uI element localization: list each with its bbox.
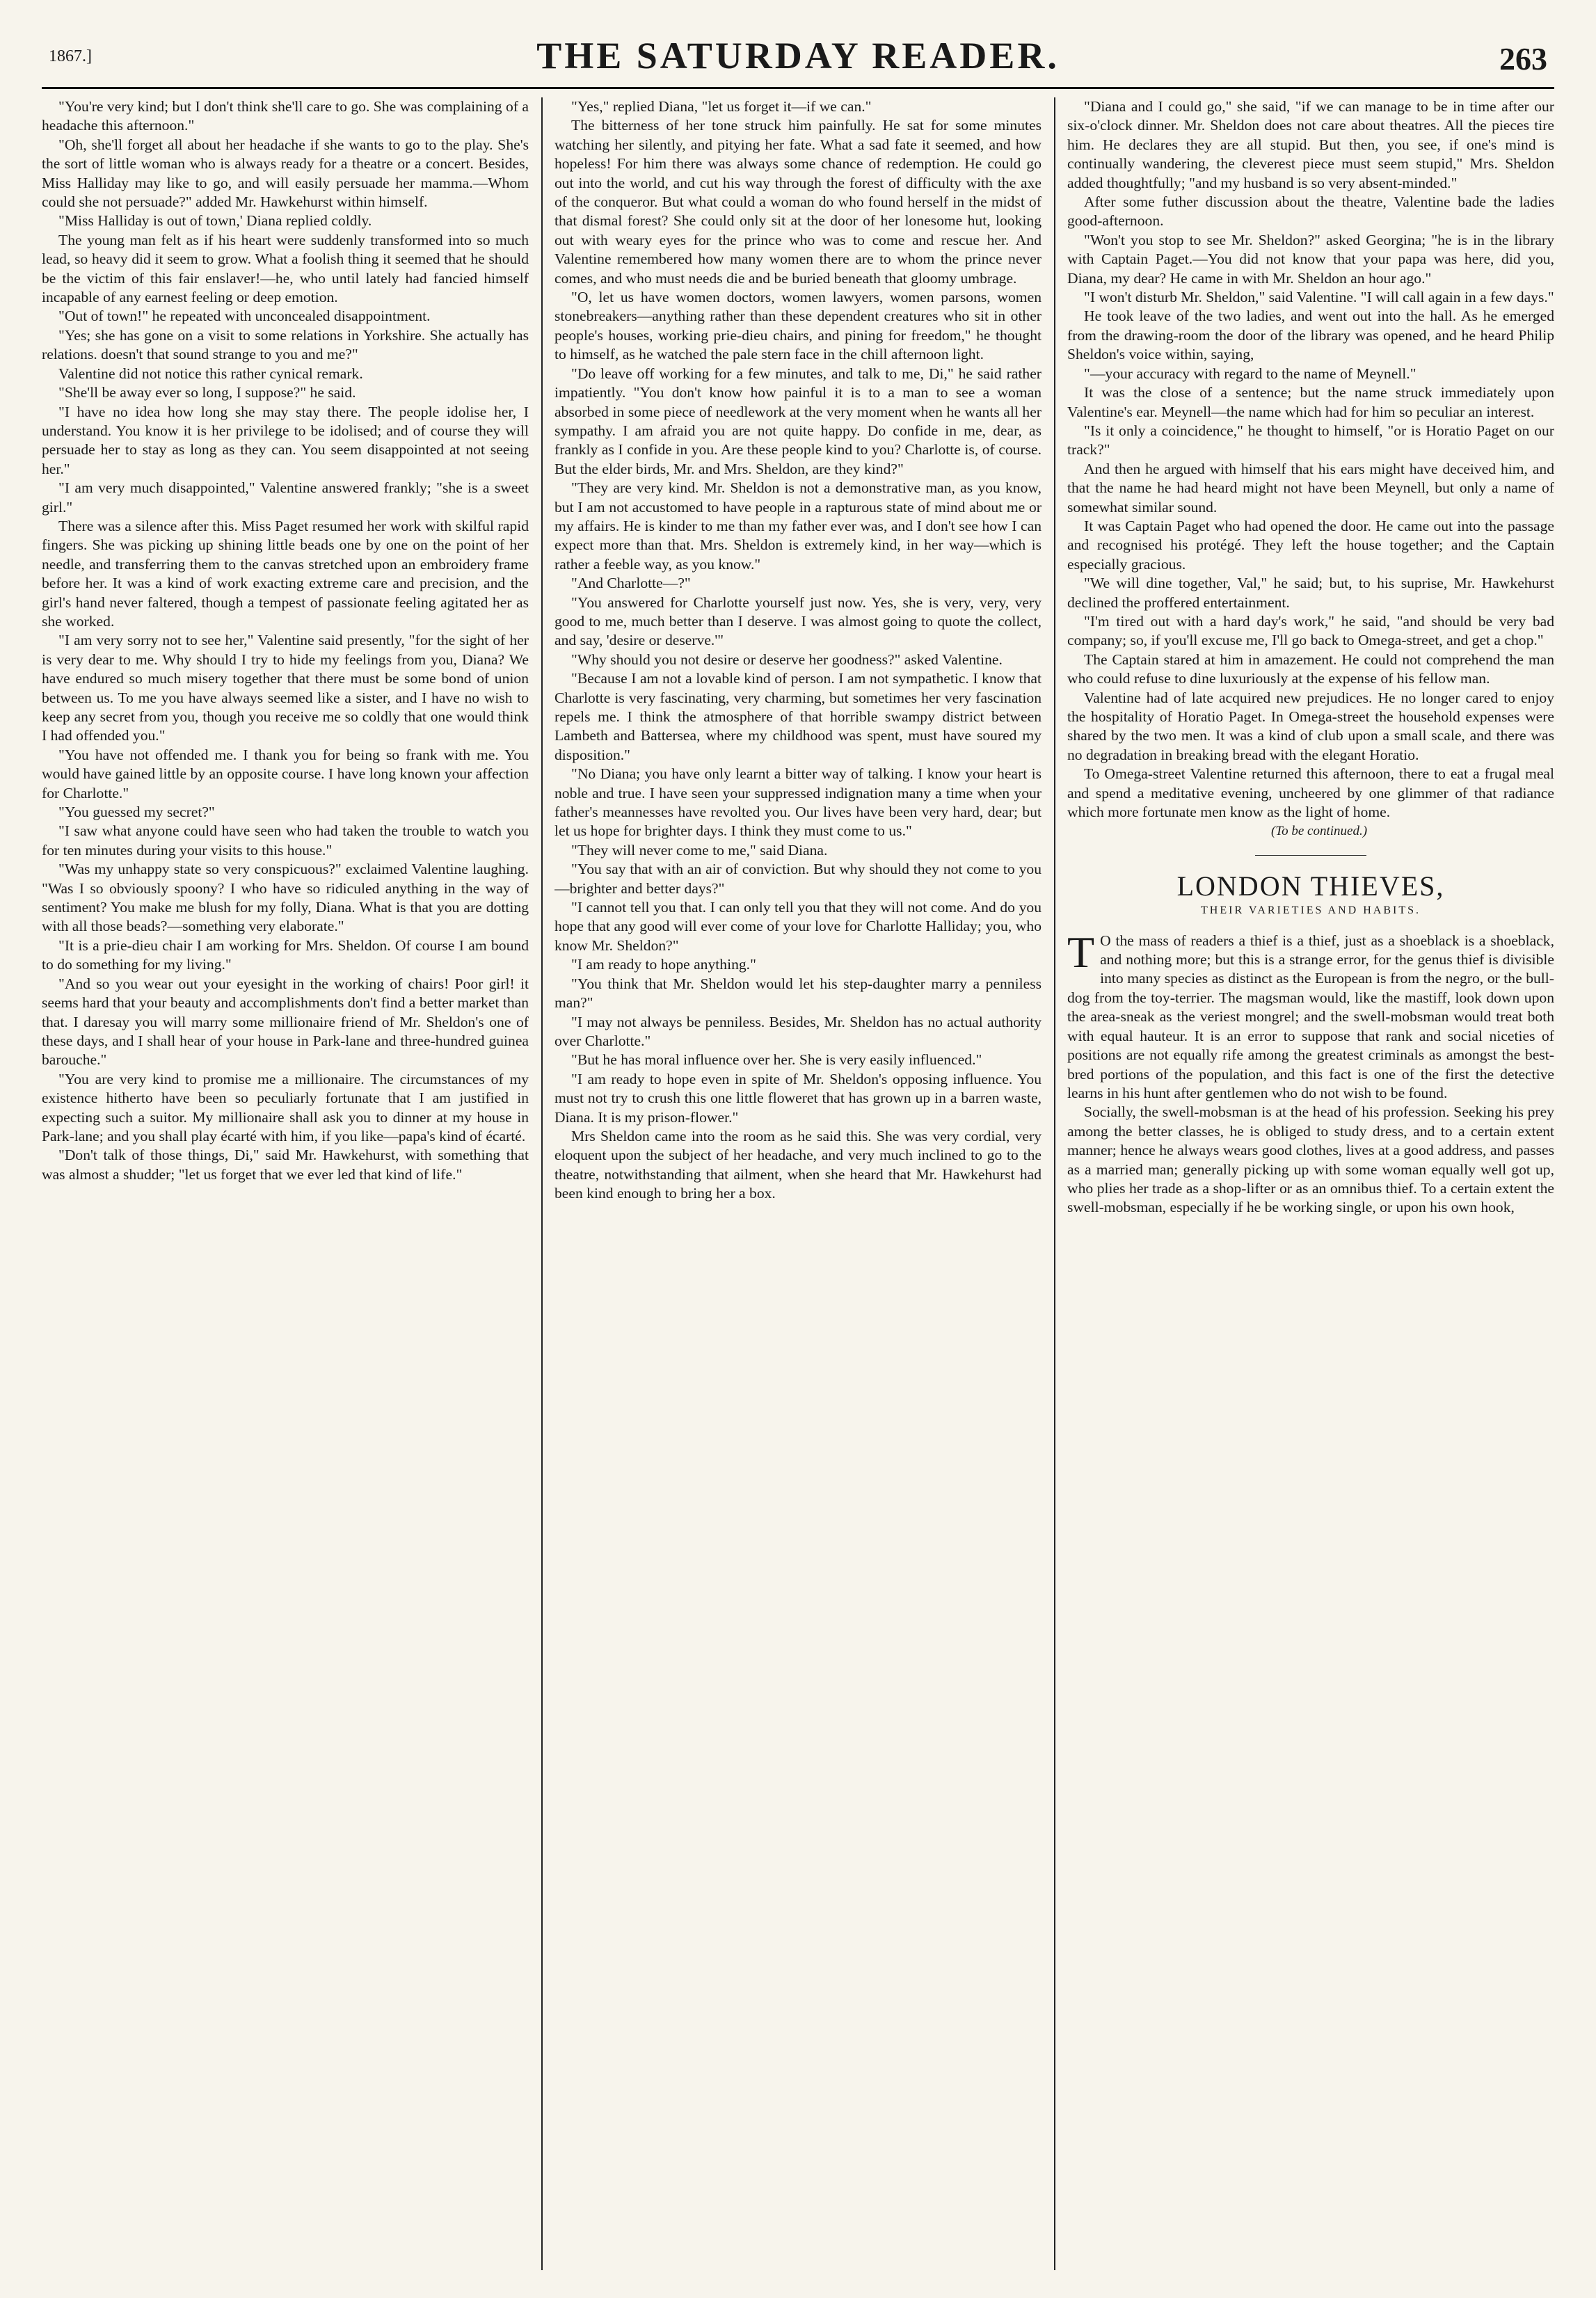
paragraph: "O, let us have women doctors, women lawyers, women parsons, women stonebreakers—anything rather than these dependent creatures who sit in other people's houses, working prie-dieu chairs, and pining for freedom," he thought to himself, as he watched the pale stern face in the chill afternoon light. <box>554 289 1042 363</box>
paragraph: It was Captain Paget who had opened the door. He came out into the passage and recognised his protégé. They left the house together; and the Captain especially gracious. <box>1067 517 1554 573</box>
paragraph: "I am ready to hope anything." <box>571 956 756 973</box>
column-2 <box>554 97 1042 2270</box>
paragraph: The Captain stared at him in amazement. He could not comprehend the man who could refuse to dine luxuriously at the expense of his fellow man. <box>1067 651 1554 687</box>
paragraph: "You have not offended me. I thank you for being so frank with me. You would have gained little by an opposite course. I have long known your affection for Charlotte." <box>42 746 529 801</box>
article-paragraph-text: O the mass of readers a thief is a thief, just as a shoeblack is a shoeblack, and nothing more; but this is a strange error, for the genus thief is divisible into many species as distinct as the European is from the negro, or the bull-dog from the toy-terrier. The magsman would, like the mastiff, look down upon the area-sneak as the veriest mongrel; and the swell-mobsman would treat both with equal hauteur. It is an error to suppose that rank and social niceties of positions are not equally rife among the greatest criminals as amongst the best-bred portions of the population, and this fact is one of the first the detective learns in his hunt after gentlemen who do not wish to be found. <box>1067 932 1554 1101</box>
paragraph: "I won't disturb Mr. Sheldon," said Valentine. "I will call again in a few days." <box>1084 289 1554 306</box>
paragraph: "I'm tired out with a hard day's work," he said, "and should be very bad company; so, if you'll excuse me, I'll go back to Omega-street, and get a chop." <box>1067 612 1554 649</box>
paragraph: "And so you wear out your eyesight in the working of chairs! Poor girl! it seems hard that your beauty and accomplishments don't find a better market than that. I daresay you will marry some millionaire friend of Mr. Sheldon's one of these days, and I shall hear of your house in Park-lane and three-hundred guinea barouche." <box>42 975 529 1069</box>
column-3 <box>1067 97 1554 2270</box>
paragraph: "Because I am not a lovable kind of person. I am not sympathetic. I know that Charlotte is very fascinating, very charming, but sometimes her very fascination repels me. I think the atmosphere of that horrible swampy district between Lambeth and Battersea, where my childhood was spent, must have soured my disposition." <box>554 670 1042 763</box>
header-rule <box>42 87 1554 89</box>
paragraph: "Yes," replied Diana, "let us forget it—if we can." <box>571 98 872 115</box>
paragraph: The bitterness of her tone struck him painfully. He sat for some minutes watching her silently, and pitying her fate. What a sad fate it seemed, and how hopeless! For him there was always some chance of redemption. He could go out into the world, and cut his way through the forest of difficulty with the axe of the conqueror. But what could a woman do who found herself in the midst of that dismal forest? She could only sit at the door of her lonesome hut, looking out with weary eyes for the prince who was to come and rescue her. And Valentine remembered how many women there are to whom the prince never comes, and who must needs die and be buried beneath that gloomy umbrage. <box>554 117 1042 287</box>
paragraph: "You answered for Charlotte yourself just now. Yes, she is very, very, very good to me, much better than I deserve. I was almost going to quote the collect, and say, 'desire or deserve.'" <box>554 593 1042 649</box>
drop-cap: T <box>1067 927 1095 977</box>
to-be-continued: (To be continued.) <box>1270 824 1368 839</box>
column-divider <box>541 97 543 2270</box>
paragraph: Valentine did not notice this rather cynical remark. <box>58 365 363 382</box>
paragraph: "I am ready to hope even in spite of Mr. Sheldon's opposing influence. You must not try to crush this one little floweret that has grown up in a barren waste, Diana. It is my prison-flower." <box>554 1070 1042 1126</box>
paragraph: There was a silence after this. Miss Paget resumed her work with skilful rapid fingers. She was picking up shining little beads one by one on the point of her needle, and transferring them to the canvas stretched upon an embroidery frame before her. It was a kind of work exacting extreme care and precision, and the girl's hand never faltered, though a tempest of passionate feeling agitated her as she worked. <box>42 517 529 630</box>
paragraph: "I have no idea how long she may stay there. The people idolise her, I understand. You know it is her privilege to be idolised; and of course they will persuade her to stay as long as they can. You seem disappointed at not seeing her." <box>42 403 529 477</box>
paragraph: "Was my unhappy state so very conspicuous?" exclaimed Valentine laughing. "Was I so obviously spoony? I who have so ridiculed anything in the way of sentiment? You make me blush for my folly, Diana. What is that you are dotting with all those beads?—something very elaborate." <box>42 861 529 935</box>
section-separator <box>1255 855 1366 856</box>
paragraph: "I cannot tell you that. I can only tell you that they will not come. And do you hope that any good will ever come of your love for Charlotte Halliday; you, who know Mr. Sheldon?" <box>554 899 1042 954</box>
issue-year: 1867.] <box>49 47 92 65</box>
paragraph: "She'll be away ever so long, I suppose?" he said. <box>58 384 356 401</box>
paragraph: He took leave of the two ladies, and went out into the hall. As he emerged from the drawing-room the door of the library was opened, and he heard Philip Sheldon's voice within, saying, <box>1067 308 1554 363</box>
article-title: LONDON THIEVES, <box>1176 870 1445 902</box>
paragraph: "—your accuracy with regard to the name of Meynell." <box>1084 365 1417 382</box>
paragraph: "No Diana; you have only learnt a bitter way of talking. I know your heart is noble and true. I have seen your suppressed indignation many a time when your father's meannesses have revolted you. Our lives have been very hard, dear; but let us hope for brighter days. I think they must come to us." <box>554 765 1042 840</box>
paragraph: "Diana and I could go," she said, "if we can manage to be in time after our six-o'clock dinner. Mr. Sheldon does not care about theatres. All the pieces tire him. He declares they are all stupid. But then, you see, if one's mind is continually wandering, the cleverest piece must seem stupid," Mrs. Sheldon added thoughtfully; "and my husband is so very absent-minded." <box>1067 98 1554 191</box>
paragraph: "Oh, she'll forget all about her headache if she wants to go to the play. She's the sort of little woman who is always ready for a theatre or a concert. Besides, Miss Halliday may like to go, and will easily persuade her mamma.—Whom could she not persuade?" added Mr. Hawkehurst within himself. <box>42 136 529 211</box>
paragraph: "It is a prie-dieu chair I am working for Mrs. Sheldon. Of course I am bound to do something for my living." <box>42 936 529 973</box>
publication-title: THE SATURDAY READER. <box>536 35 1060 77</box>
paragraph: To Omega-street Valentine returned this afternoon, there to eat a frugal meal and spend a meditative evening, uncheered by one glimmer of that radiance which more fortunate men know as the light of home. <box>1067 765 1554 821</box>
paragraph: It was the close of a sentence; but the name struck immediately upon Valentine's ear. Meynell—the name which had for him so peculiar an interest. <box>1067 384 1554 420</box>
paragraph: "You're very kind; but I don't think she'll care to go. She was complaining of a headache this afternoon." <box>42 98 529 134</box>
masthead <box>42 28 1554 83</box>
paragraph: "You guessed my secret?" <box>58 804 215 821</box>
column-3-story <box>1067 97 1554 822</box>
paragraph: "You are very kind to promise me a millionaire. The circumstances of my existence hitherto have been so peculiarly fortunate that I am justified in expecting such a suitor. My millionaire shall ask you to dinner at my house in Park-lane; and you shall play écarté with him, if you like—papa's kind of écarté. <box>42 1070 529 1144</box>
paragraph: "Out of town!" he repeated with unconcealed disappointment. <box>58 308 431 325</box>
paragraph: "I am very much disappointed," Valentine answered frankly; "she is a sweet girl." <box>42 479 529 516</box>
paragraph: "Is it only a coincidence," he thought to himself, "or is Horatio Paget on our track?" <box>1067 422 1554 458</box>
paragraph: "I am very sorry not to see her," Valentine said presently, "for the sight of her is very dear to me. Why should I try to hide my feelings from you, Diana? We have endured so much misery together that there must be some bond of union between us. To me you have always seemed like a sister, and I have no wish to keep any secret from you, though you receive me so coldly that one would think I had offended you." <box>42 632 529 744</box>
paragraph: "We will dine together, Val," he said; but, to his suprise, Mr. Hawkehurst declined the proffered entertainment. <box>1067 575 1554 611</box>
paragraph: The young man felt as if his heart were suddenly transformed into so much lead, so heavy did it seem to grow. What a foolish thing it seemed that he should be the victim of this fair enslaver!—he, who until lately had fancied himself incapable of any earnest feeling or deep emotion. <box>42 231 529 306</box>
paragraph: "Won't you stop to see Mr. Sheldon?" asked Georgina; "he is in the library with Captain Paget.—You did not know that your papa was here, did you, Diana, my dear? He came in with Mr. Sheldon an hour ago." <box>1067 231 1554 287</box>
paragraph: "Yes; she has gone on a visit to some relations in Yorkshire. She actually has relations. doesn't that sound strange to you and me?" <box>42 326 529 363</box>
columns <box>42 97 1554 2270</box>
paragraph: "You think that Mr. Sheldon would let his step-daughter marry a penniless man?" <box>554 975 1042 1012</box>
paragraph: Valentine had of late acquired new prejudices. He no longer cared to enjoy the hospitality of Horatio Paget. In Omega-street the household expenses were shared by the two men. It was a kind of club upon a small scale, and there was no degradation in breaking bread with the elegant Horatio. <box>1067 689 1554 763</box>
paragraph: And then he argued with himself that his ears might have deceived him, and that the name he had heard might not have been Meynell, but only a name of somewhat similar sound. <box>1067 460 1554 516</box>
paragraph: After some futher discussion about the theatre, Valentine bade the ladies good-afternoon. <box>1067 193 1554 230</box>
paragraph: "And Charlotte—?" <box>571 575 691 592</box>
paragraph: "Don't talk of those things, Di," said Mr. Hawkehurst, with something that was almost a shudder; "let us forget that we ever led that kind of life." <box>42 1147 529 1183</box>
paragraph: Mrs Sheldon came into the room as he said this. She was very cordial, very eloquent upon the subject of her headache, and very much inclined to go to the theatre, notwithstanding that ailment, when she heard that Mr. Hawkehurst had been kind enough to bring her a box. <box>554 1127 1042 1202</box>
paragraph: "I may not always be penniless. Besides, Mr. Sheldon has no actual authority over Charlotte." <box>554 1013 1042 1049</box>
column-1 <box>42 97 529 2270</box>
page-number: 263 <box>1499 41 1547 77</box>
paragraph: "They are very kind. Mr. Sheldon is not a demonstrative man, as you know, but I am not accustomed to have people in a rapturous state of mind about me or my affairs. He is kinder to me than my father ever was, and I don't see how I can expect more than that. Mrs. Sheldon is extremely kind, in her way—which is rather a feeble way, as you know." <box>554 479 1042 573</box>
paragraph: "Why should you not desire or deserve her goodness?" asked Valentine. <box>571 651 1003 668</box>
paragraph: "I saw what anyone could have seen who had taken the trouble to watch you for ten minutes during your visits to this house." <box>42 822 529 859</box>
article-subtitle: THEIR VARIETIES AND HABITS. <box>1201 904 1421 917</box>
column-divider <box>1054 97 1055 2270</box>
article-london-thieves <box>1067 870 1554 1218</box>
article-paragraph <box>1067 927 1554 1103</box>
paragraph: "But he has moral influence over her. She is very easily influenced." <box>571 1051 982 1069</box>
article-paragraph: Socially, the swell-mobsman is at the head of his profession. Seeking his prey among the better classes, he is obliged to study dress, and to a certain extent manner; hence he always wears good clothes, lives at a good address, and passes as a married man; generally picking up with some woman equally well got up, who plies her trade as a shop-lifter or as an omnibus thief. To a certain extent the swell-mobsman, especially if he be working single, or upon his own hook, <box>1067 1103 1554 1216</box>
paragraph: "They will never come to me," said Diana. <box>571 841 828 859</box>
paragraph: "Do leave off working for a few minutes, and talk to me, Di," he said rather impatiently. "You don't know how painful it is to a man to see a woman absorbed in some piece of needlework at the very moment when he wants all her sympathy. I am afraid you are not quite happy. Do confide in me, dear, as frankly as I confide in you. Are these people kind to you? Charlotte is, of course. But the elder birds, Mr. and Mrs. Sheldon, are they kind?" <box>554 365 1042 477</box>
paragraph: "Miss Halliday is out of town,' Diana replied coldly. <box>58 212 372 230</box>
paragraph: "You say that with an air of conviction. But why should they not come to you—brighter and better days?" <box>554 861 1042 897</box>
